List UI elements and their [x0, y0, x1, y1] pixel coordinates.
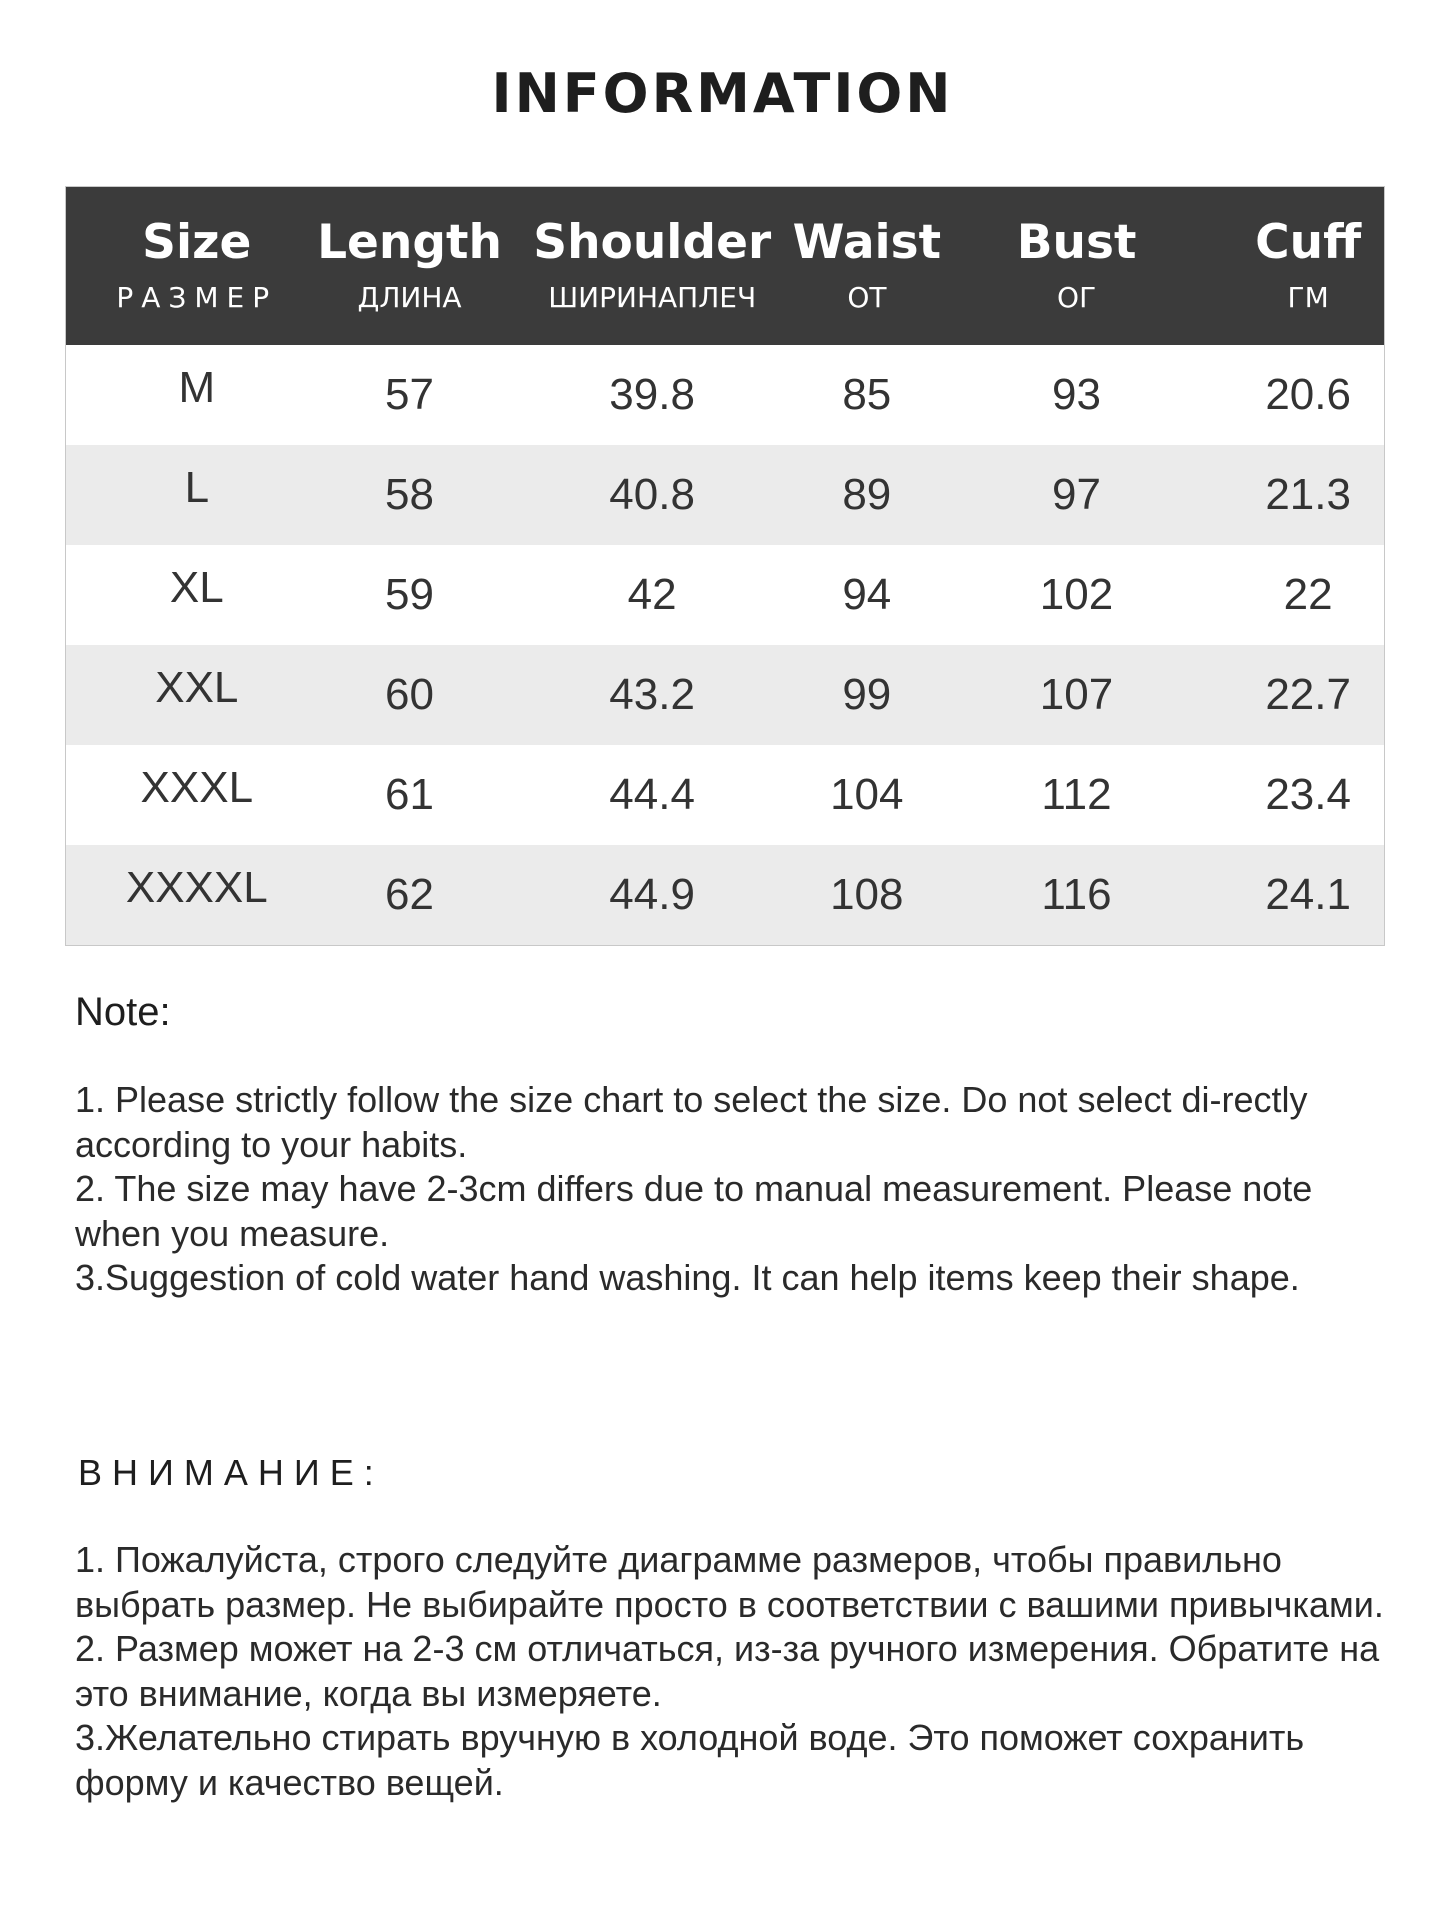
cell-cuff: 23.4	[1265, 770, 1351, 819]
note-list-ru	[75, 1538, 1395, 1805]
note-list-en	[75, 1078, 1375, 1301]
cell-cuff: 20.6	[1265, 370, 1351, 419]
cell-size: XXXL	[140, 763, 254, 812]
cell-cuff: 24.1	[1265, 870, 1351, 919]
cell-waist: 89	[842, 470, 892, 519]
header-cuff	[1232, 187, 1384, 345]
header-sublabel: ДЛИНА	[357, 281, 462, 314]
header-waist	[792, 187, 942, 345]
header-sublabel: ОТ	[847, 281, 887, 314]
note-item-ru: 2. Размер может на 2-3 см отличаться, из-за ручного измерения. Обратите на это внимание, когда вы измеряете.	[75, 1628, 1380, 1714]
table-row	[66, 445, 1384, 545]
note-item: 1. Please strictly follow the size chart to select the size. Do not select di-rectly according to your habits.	[75, 1079, 1308, 1165]
table-row	[66, 345, 1384, 445]
cell-size: XL	[169, 563, 224, 612]
table-row	[66, 745, 1384, 845]
cell-length: 57	[385, 370, 434, 419]
cell-waist: 99	[842, 670, 892, 719]
cell-waist: 85	[842, 370, 892, 419]
cell-shoulder: 43.2	[609, 670, 695, 719]
header-shoulder	[492, 187, 813, 345]
cell-bust: 102	[1039, 570, 1114, 619]
note-item: 3.Suggestion of cold water hand washing. It can help items keep their shape.	[75, 1257, 1300, 1298]
cell-size: XXL	[155, 663, 239, 712]
header-label: Bust	[1016, 215, 1137, 270]
cell-shoulder: 40.8	[609, 470, 695, 519]
header-sublabel: РАЗМЕР	[116, 281, 278, 314]
header-sublabel: ГМ	[1287, 281, 1329, 314]
cell-waist: 108	[830, 870, 904, 919]
cell-size: XXXXL	[125, 863, 268, 912]
table-body	[66, 345, 1384, 945]
note-item-ru: 3.Желательно стирать вручную в холодной воде. Это поможет сохранить форму и качество вещей.	[75, 1717, 1305, 1803]
page-title: INFORMATION	[491, 62, 954, 125]
cell-bust: 97	[1052, 470, 1101, 519]
cell-bust: 93	[1052, 370, 1101, 419]
note-item-ru: 1. Пожалуйста, строго следуйте диаграмме размеров, чтобы правильно выбрать размер. Не выбирайте просто в соответствии с вашими привычками.	[75, 1539, 1384, 1625]
size-chart-table	[65, 186, 1385, 946]
cell-shoulder: 44.9	[609, 870, 695, 919]
cell-shoulder: 44.4	[609, 770, 695, 819]
table-row	[66, 845, 1384, 945]
cell-shoulder: 42	[627, 570, 677, 619]
cell-length: 60	[385, 670, 434, 719]
cell-length: 58	[385, 470, 434, 519]
header-label: Length	[317, 215, 502, 270]
header-sublabel: ШИРИНАПЛЕЧ	[548, 281, 757, 314]
note-heading: Note:	[75, 990, 171, 1034]
header-label: Waist	[792, 215, 942, 270]
cell-cuff: 22	[1283, 570, 1333, 619]
note-heading-ru: ВНИМАНИЕ:	[78, 1452, 384, 1493]
header-bust	[921, 187, 1232, 345]
header-label: Size	[142, 215, 252, 270]
cell-cuff: 22.7	[1265, 670, 1351, 719]
cell-bust: 112	[1041, 770, 1112, 819]
header-size	[66, 187, 328, 345]
cell-cuff: 21.3	[1265, 470, 1351, 519]
cell-size: L	[184, 463, 210, 512]
table-row	[66, 545, 1384, 645]
cell-length: 59	[385, 570, 434, 619]
cell-bust: 116	[1041, 870, 1112, 919]
header-label: Cuff	[1255, 215, 1362, 270]
cell-size: M	[178, 363, 216, 412]
cell-waist: 94	[842, 570, 892, 619]
table-header	[66, 187, 1384, 345]
header-length	[317, 187, 502, 345]
note-item: 2. The size may have 2-3cm differs due to manual measurement. Please note when you measure.	[75, 1168, 1313, 1254]
cell-length: 62	[385, 870, 434, 919]
cell-length: 61	[385, 770, 434, 819]
cell-waist: 104	[830, 770, 904, 819]
table-row	[66, 645, 1384, 745]
header-label: Shoulder	[533, 215, 772, 270]
cell-shoulder: 39.8	[609, 370, 695, 419]
cell-bust: 107	[1039, 670, 1114, 719]
header-sublabel: ОГ	[1057, 281, 1097, 314]
